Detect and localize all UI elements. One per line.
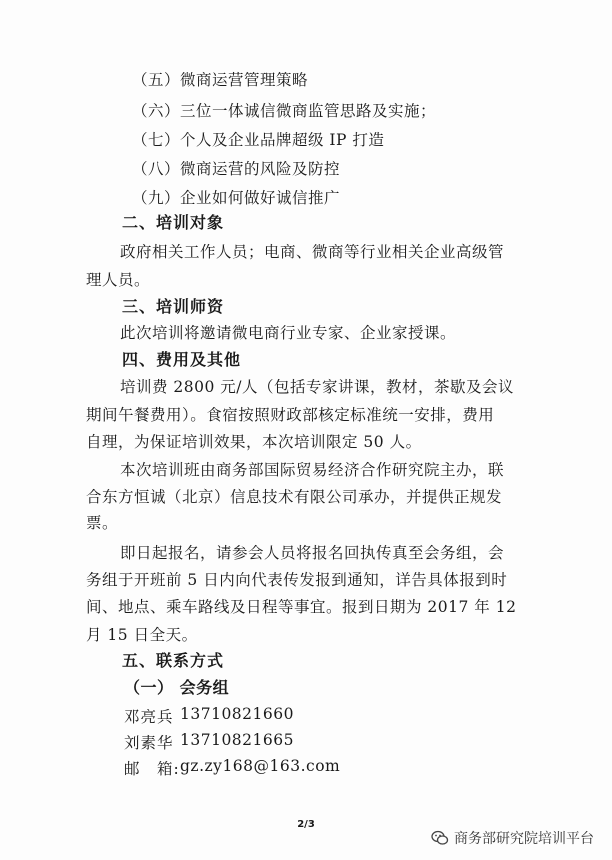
paragraph-line: 月 15 日全天。	[86, 626, 198, 644]
paragraph-line: 务组于开班前 5 日内向代表传发报到通知，详告具体报到时	[86, 571, 508, 589]
section-heading-instructors: 三、培训师资	[122, 297, 225, 316]
paragraph-line: 自理，为保证培训效果，本次培训限定 50 人。	[86, 433, 422, 451]
watermark	[431, 828, 594, 848]
paragraph-line: 合东方恒诚（北京）信息技术有限公司承办，并提供正规发	[86, 488, 503, 506]
section-heading-fees: 四、费用及其他	[122, 350, 242, 369]
page-number: 2/3	[297, 819, 315, 830]
contact-name: 刘素华	[124, 734, 174, 752]
watermark-text: 商务部研究院培训平台	[454, 831, 594, 847]
paragraph-line: 即日起报名，请参会人员将报名回执传真至会务组，会	[120, 544, 505, 562]
paragraph-line: 期间午餐费用）。食宿按照财政部核定标准统一安排，费用	[86, 406, 495, 424]
section-heading-audience: 二、培训对象	[122, 213, 225, 232]
list-item: （六）三位一体诚信微商监管思路及实施；	[132, 102, 437, 120]
paragraph-line: 政府相关工作人员；电商、微商等行业相关企业高级管	[120, 243, 505, 261]
contact-email: gz.zy168@163.com	[180, 757, 341, 775]
paragraph-line: 培训费 2800 元/人（包括专家讲课，教材，茶歇及会议	[120, 378, 515, 396]
list-item: （九）企业如何做好诚信推广	[132, 189, 341, 207]
contact-email-label: 邮 箱:	[124, 760, 180, 778]
list-item: （五）微商运营管理策略	[132, 71, 309, 89]
section-heading-contact: 五、联系方式	[122, 651, 225, 670]
list-item: （七）个人及企业品牌超级 IP 打造	[132, 131, 385, 149]
contact-phone: 13710821660	[180, 705, 294, 723]
paragraph-line: 间、地点、乘车路线及日程等事宜。报到日期为 2017 年 12	[86, 598, 517, 616]
list-item: （八）微商运营的风险及防控	[132, 160, 341, 178]
paragraph-line: 票。	[86, 514, 119, 532]
sub-heading-secretariat: （一） 会务组	[124, 678, 230, 697]
contact-name: 邓亮兵	[124, 708, 174, 726]
paragraph-line: 此次培训将邀请微电商行业专家、企业家授课。	[120, 324, 457, 342]
wechat-icon	[431, 829, 449, 847]
paragraph-line: 本次培训班由商务部国际贸易经济合作研究院主办，联	[120, 461, 505, 479]
paragraph-line: 理人员。	[86, 271, 151, 289]
contact-phone: 13710821665	[180, 731, 294, 749]
